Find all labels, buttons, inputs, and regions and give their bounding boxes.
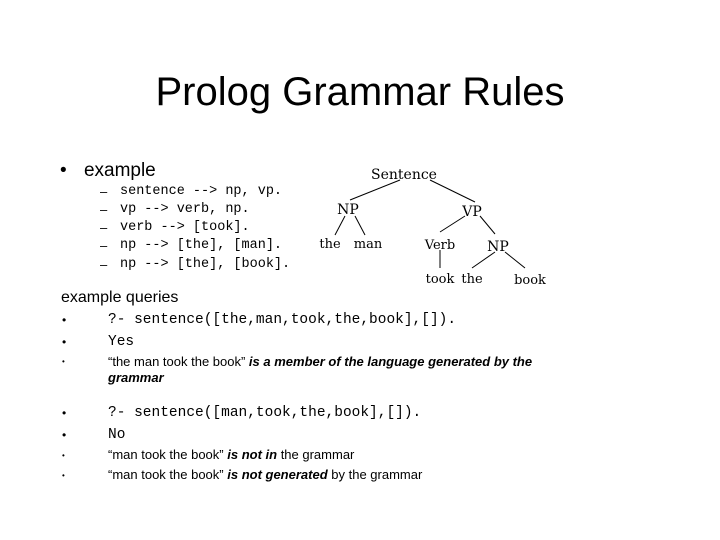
note-3-emphasis: is not generated bbox=[227, 467, 328, 482]
tree-node-np: NP bbox=[337, 202, 359, 218]
note-1-quote: “the man took the book” bbox=[108, 354, 249, 369]
note-3 bbox=[108, 467, 422, 482]
note-3-end: by the grammar bbox=[327, 467, 423, 482]
note-3-quote: “man took the book” bbox=[108, 467, 228, 482]
bullet-dot: • bbox=[62, 313, 67, 327]
dash-marker: – bbox=[100, 238, 108, 253]
tree-leaf-the2: the bbox=[461, 272, 483, 287]
tree-node-np2: NP bbox=[487, 239, 509, 255]
note-2 bbox=[108, 447, 354, 462]
note-1 bbox=[108, 354, 588, 386]
query-1: ?- sentence([the,man,took,the,book],[]). bbox=[108, 312, 457, 328]
note-2-end: the grammar bbox=[277, 447, 355, 462]
dash-marker: – bbox=[100, 220, 108, 235]
tree-edge bbox=[350, 180, 400, 200]
answer-1: Yes bbox=[108, 334, 135, 350]
tree-leaf-took: took bbox=[425, 272, 455, 287]
parse-tree-diagram bbox=[300, 160, 560, 295]
rule-item: np --> [the], [man]. bbox=[120, 238, 283, 253]
rule-item: sentence --> np, vp. bbox=[120, 184, 283, 199]
answer-2: No bbox=[108, 427, 126, 443]
tree-edge bbox=[335, 216, 345, 235]
queries-heading: example queries bbox=[61, 289, 179, 306]
tree-leaf-man: man bbox=[353, 237, 383, 252]
bullet-dot: • bbox=[62, 451, 65, 460]
bullet-dot: • bbox=[62, 357, 65, 366]
note-1-end: grammar bbox=[108, 370, 164, 385]
rule-item: np --> [the], [book]. bbox=[120, 257, 291, 272]
query-2: ?- sentence([man,took,the,book],[]). bbox=[108, 405, 422, 421]
rule-item: vp --> verb, np. bbox=[120, 202, 250, 217]
tree-node-verb: Verb bbox=[424, 238, 456, 253]
tree-node-vp: VP bbox=[462, 204, 482, 220]
tree-leaf-book: book bbox=[514, 273, 546, 288]
bullet-dot: • bbox=[62, 406, 67, 420]
tree-edge bbox=[430, 180, 475, 202]
tree-edge bbox=[355, 216, 365, 235]
note-2-emphasis: is not in bbox=[227, 447, 278, 462]
bullet-dot: • bbox=[62, 335, 67, 349]
note-2-quote: “man took the book” bbox=[108, 447, 228, 462]
dash-marker: – bbox=[100, 257, 108, 272]
rule-item: verb --> [took]. bbox=[120, 220, 250, 235]
example-bullet bbox=[60, 160, 156, 182]
bullet-dot: • bbox=[60, 160, 67, 181]
tree-edge bbox=[480, 216, 495, 234]
tree-leaf-the: the bbox=[319, 237, 341, 252]
slide-title: Prolog Grammar Rules bbox=[155, 70, 565, 114]
bullet-dot: • bbox=[62, 471, 65, 480]
example-label: example bbox=[83, 160, 156, 181]
dash-marker: – bbox=[100, 202, 108, 217]
bullet-dot: • bbox=[62, 428, 67, 442]
dash-marker: – bbox=[100, 184, 108, 199]
tree-node-sentence: Sentence bbox=[371, 167, 437, 183]
note-1-emphasis: is a member of the language generated by the bbox=[248, 354, 533, 369]
